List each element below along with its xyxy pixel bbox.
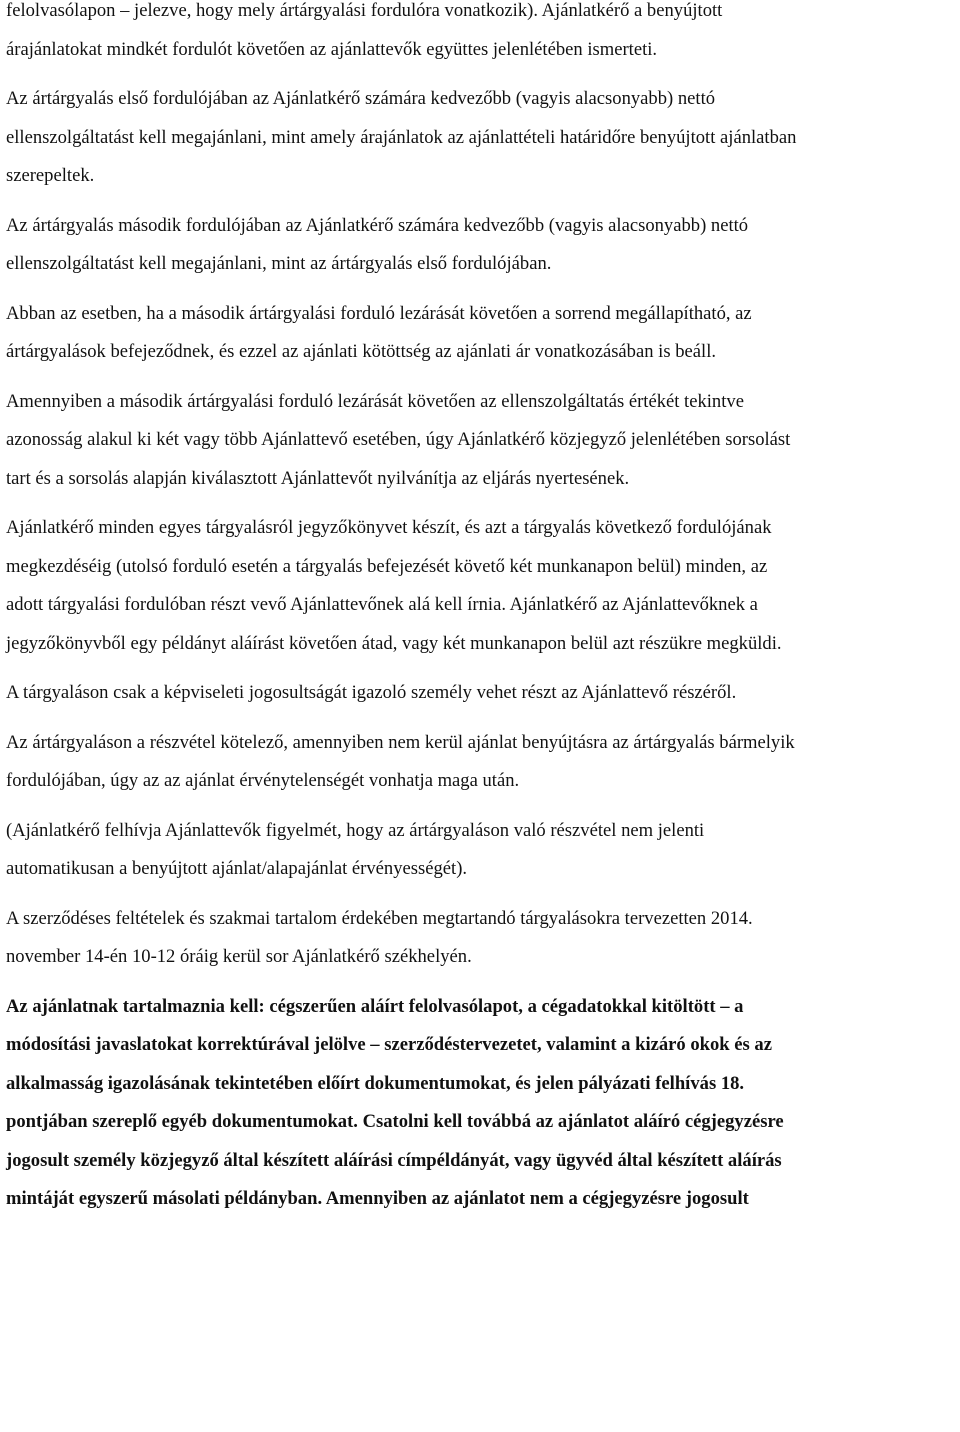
text-line: tart és a sorsolás alapján kiválasztott Ajánlattevőt nyilvánítja az eljárás nyertesének. (6, 467, 630, 489)
paragraph-4 (6, 295, 956, 372)
text-line: árajánlatokat mindkét fordulót követően az ajánlattevők együttes jelenlétében ismerteti. (6, 38, 658, 60)
text-line: november 14-én 10-12 óráig kerül sor Ajánlatkérő székhelyén. (6, 946, 472, 967)
paragraph-3 (6, 207, 956, 284)
text-line: (Ajánlatkérő felhívja Ajánlattevők figyelmét, hogy az ártárgyaláson való részvétel nem jelenti (6, 819, 705, 841)
text-line: megkezdéséig (utolsó forduló esetén a tárgyalás befejezését követő két munkanapon belül) minden, az (6, 555, 768, 577)
text-line: pontjában szereplő egyéb dokumentumokat. Csatolni kell továbbá az ajánlatot aláíró cégjegyzésre (6, 1111, 784, 1132)
text-line: fordulójában, úgy az az ajánlat érvénytelenségét vonhatja maga után. (6, 770, 520, 791)
text-line: ártárgyalások befejeződnek, és ezzel az ajánlati kötöttség az ajánlati ár vonatkozásában is beáll. (6, 341, 717, 362)
text-line: azonosság alakul ki két vagy több Ajánlattevő esetében, úgy Ajánlatkérő közjegyző jelenlétében sorsolást (6, 429, 791, 450)
paragraph-7 (6, 674, 956, 713)
paragraph-9 (6, 812, 956, 889)
text-line: felolvasólapon – jelezve, hogy mely ártárgyalási fordulóra vonatkozik). Ajánlatkérő a benyújtott (6, 0, 723, 21)
text-line: ellenszolgáltatást kell megajánlani, mint amely árajánlatok az ajánlattételi határidőre benyújtott ajánlatban (6, 126, 797, 148)
paragraph-6 (6, 509, 956, 663)
text-line: jogosult személy közjegyző által készített aláírási címpéldányát, vagy ügyvéd által készített aláírás (6, 1149, 782, 1171)
text-line: adott tárgyalási fordulóban részt vevő Ajánlattevőnek alá kell írnia. Ajánlatkérő az Ajánlattevőknek a (6, 594, 758, 615)
text-line: Az ártárgyaláson a részvétel kötelező, amennyiben nem kerül ajánlat benyújtásra az ártárgyalás bármelyik (6, 731, 795, 753)
paragraph-2 (6, 80, 956, 196)
text-line: Az ártárgyalás első fordulójában az Ajánlatkérő számára kedvezőbb (vagyis alacsonyabb) nettó (6, 88, 716, 109)
document-page (6, 0, 956, 1230)
text-line: ellenszolgáltatást kell megajánlani, mint az ártárgyalás első fordulójában. (6, 253, 552, 274)
text-line: automatikusan a benyújtott ajánlat/alapajánlat érvényességét). (6, 858, 468, 879)
text-line: A szerződéses feltételek és szakmai tartalom érdekében megtartandó tárgyalásokra tervezetten 2014. (6, 907, 753, 929)
text-line: mintáját egyszerű másolati példányban. Amennyiben az ajánlatot nem a cégjegyzésre jogosult (6, 1188, 749, 1209)
paragraph-5 (6, 383, 956, 499)
text-line: módosítási javaslatokat korrektúrával jelölve – szerződéstervezetet, valamint a kizáró okok és az (6, 1034, 772, 1055)
paragraph-10 (6, 900, 956, 977)
paragraph-8 (6, 724, 956, 801)
paragraph-1 (6, 0, 956, 69)
text-line: Az ajánlatnak tartalmaznia kell: cégszerűen aláírt felolvasólapot, a cégadatokkal kitöltött – a (6, 995, 744, 1017)
text-line: Abban az esetben, ha a második ártárgyalási forduló lezárását követően a sorrend megállapítható, az (6, 302, 752, 324)
text-line: Amennyiben a második ártárgyalási forduló lezárását követően az ellenszolgáltatás értékét tekintve (6, 390, 744, 412)
text-line: jegyzőkönyvből egy példányt aláírást követően átad, vagy két munkanapon belül azt részükre megküldi. (6, 632, 782, 654)
text-line: szerepeltek. (6, 165, 95, 186)
text-line: A tárgyaláson csak a képviseleti jogosultságát igazoló személy vehet részt az Ajánlattevő részéről. (6, 682, 737, 703)
paragraph-11-bold (6, 988, 956, 1219)
text-line: Az ártárgyalás második fordulójában az Ajánlatkérő számára kedvezőbb (vagyis alacsonyabb) nettó (6, 214, 749, 236)
text-line: Ajánlatkérő minden egyes tárgyalásról jegyzőkönyvet készít, és azt a tárgyalás következő fordulójának (6, 517, 772, 538)
text-line: alkalmasság igazolásának tekintetében előírt dokumentumokat, és jelen pályázati felhívás 18. (6, 1072, 745, 1094)
